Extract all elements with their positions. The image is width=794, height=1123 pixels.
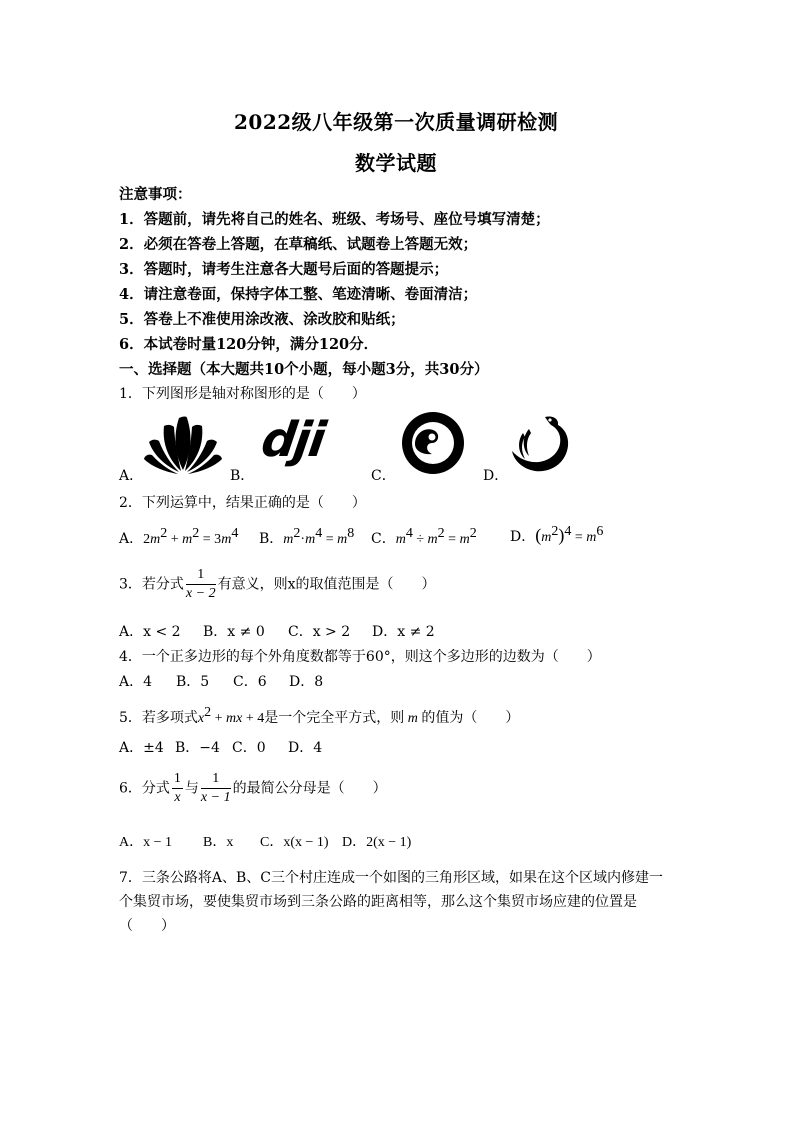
q2-option-a: A．$2m^2 + m^2 = 3m^4$	[119, 526, 239, 547]
q5-part: 的值为（ ）	[421, 710, 520, 726]
q5-part: 是一个完全平方式，则	[264, 710, 405, 726]
section1-heading: 一、选择题（本大题共10个小题，每小题3分，共30分）	[119, 361, 489, 378]
q4-option-d: D．8	[289, 674, 324, 690]
q3-fraction	[186, 566, 216, 603]
q4-stem: 4．一个正多边形的每个外角度数都等于60°，则这个多边形的边数为（ ）	[119, 649, 601, 665]
option-label: B．	[259, 531, 284, 547]
q6-fraction-2	[201, 770, 231, 807]
q5-part: 5．若多项式	[119, 710, 198, 726]
note-item: 1．答题前，请先将自己的姓名、班级、考场号、座位号填写清楚；	[119, 211, 550, 228]
q6-suffix: 的最简公分母是（ ）	[232, 780, 387, 797]
exam-subtitle: 数学试题	[355, 151, 437, 175]
q4-option-b: B．5	[176, 674, 210, 690]
q1-option-d-label: D．	[483, 468, 509, 484]
fraction-numerator: 1	[186, 566, 216, 585]
q5-stem: 5．若多项式$x^2$ + mx + 4是一个完全平方式，则 m 的值为（ ）	[119, 705, 520, 726]
q6-prefix: 6．分式	[119, 780, 170, 797]
bird-ring-logo-icon	[509, 411, 575, 475]
q5-option-c: C．0	[232, 740, 266, 756]
q6-mid: 与	[184, 780, 199, 797]
fraction-denominator: x − 1	[200, 790, 231, 805]
q3-prefix: 3．若分式	[119, 576, 184, 593]
option-label: A．	[119, 531, 144, 547]
notes-heading: 注意事项：	[119, 186, 192, 203]
q6-option-d: D．2(x − 1)	[342, 835, 412, 850]
note-item: 6．本试卷时量120分钟，满分120分．	[119, 336, 379, 353]
q5-option-b: B．−4	[175, 740, 220, 756]
fraction-numerator: 1	[172, 770, 183, 789]
fraction-denominator: x − 2	[185, 586, 216, 601]
q2-option-d: D．$(m^2)^4 = m^6$	[510, 524, 604, 545]
huawei-logo-icon	[142, 414, 224, 476]
q3-option-d: D．x ≠ 2	[372, 624, 435, 640]
q7-line-1: 7．三条公路将A、B、C三个村庄连成一个如图的三角形区域，如果在这个区域内修建一	[119, 870, 664, 886]
note-item: 4．请注意卷面，保持字体工整、笔迹清晰、卷面清洁；	[119, 286, 478, 303]
note-item: 3．答题时，请考生注意各大题号后面的答题提示；	[119, 261, 449, 278]
q1-option-a-label: A．	[119, 468, 144, 484]
q6-stem	[119, 770, 387, 807]
fraction-numerator: 1	[201, 770, 231, 789]
q1-option-b-label: B．	[230, 468, 255, 484]
note-item: 2．必须在答卷上答题，在草稿纸、试题卷上答题无效；	[119, 236, 478, 253]
option-label: D．	[510, 529, 536, 545]
q4-option-c: C．6	[233, 674, 267, 690]
q3-option-c: C．x > 2	[288, 624, 351, 640]
q2-stem: 2．下列运算中，结果正确的是（ ）	[119, 495, 366, 511]
dji-logo-icon	[258, 412, 342, 468]
q2-option-b: B．$m^2\cdot m^4 = m^8$	[259, 526, 355, 547]
q3-suffix: 有意义，则x的取值范围是（ ）	[217, 576, 436, 593]
q1-option-c-label: C．	[371, 468, 396, 484]
q1-stem: 1．下列图形是轴对称图形的是（ ）	[119, 386, 366, 402]
exam-title: 2022级八年级第一次质量调研检测	[234, 110, 559, 134]
q7-line-2: 个集贸市场，要使集贸市场到三条公路的距离相等，那么这个集贸市场应建的位置是	[119, 894, 637, 910]
q6-fraction-1	[172, 770, 183, 807]
q4-option-a: A．4	[119, 674, 153, 690]
q5-option-d: D．4	[288, 740, 323, 756]
circle-swirl-logo-icon	[399, 411, 467, 475]
q6-option-b: B．x	[203, 835, 234, 850]
q3-option-b: B．x ≠ 0	[203, 624, 265, 640]
q3-option-a: A．x < 2	[119, 624, 181, 640]
q7-line-3: （ ）	[119, 918, 175, 934]
fraction-denominator: x	[174, 790, 181, 805]
q2-option-c: C．$m^4 \div m^2 = m^2$	[371, 526, 477, 547]
dji-logo-text: dji	[258, 412, 328, 468]
note-item: 5．答卷上不准使用涂改液、涂改胶和贴纸；	[119, 311, 405, 328]
q6-option-c: C．x(x − 1)	[260, 835, 329, 850]
q5-option-a: A．±4	[119, 740, 164, 756]
q6-option-a: A．x − 1	[119, 835, 173, 850]
q3-stem	[119, 566, 436, 603]
option-label: C．	[371, 531, 396, 547]
